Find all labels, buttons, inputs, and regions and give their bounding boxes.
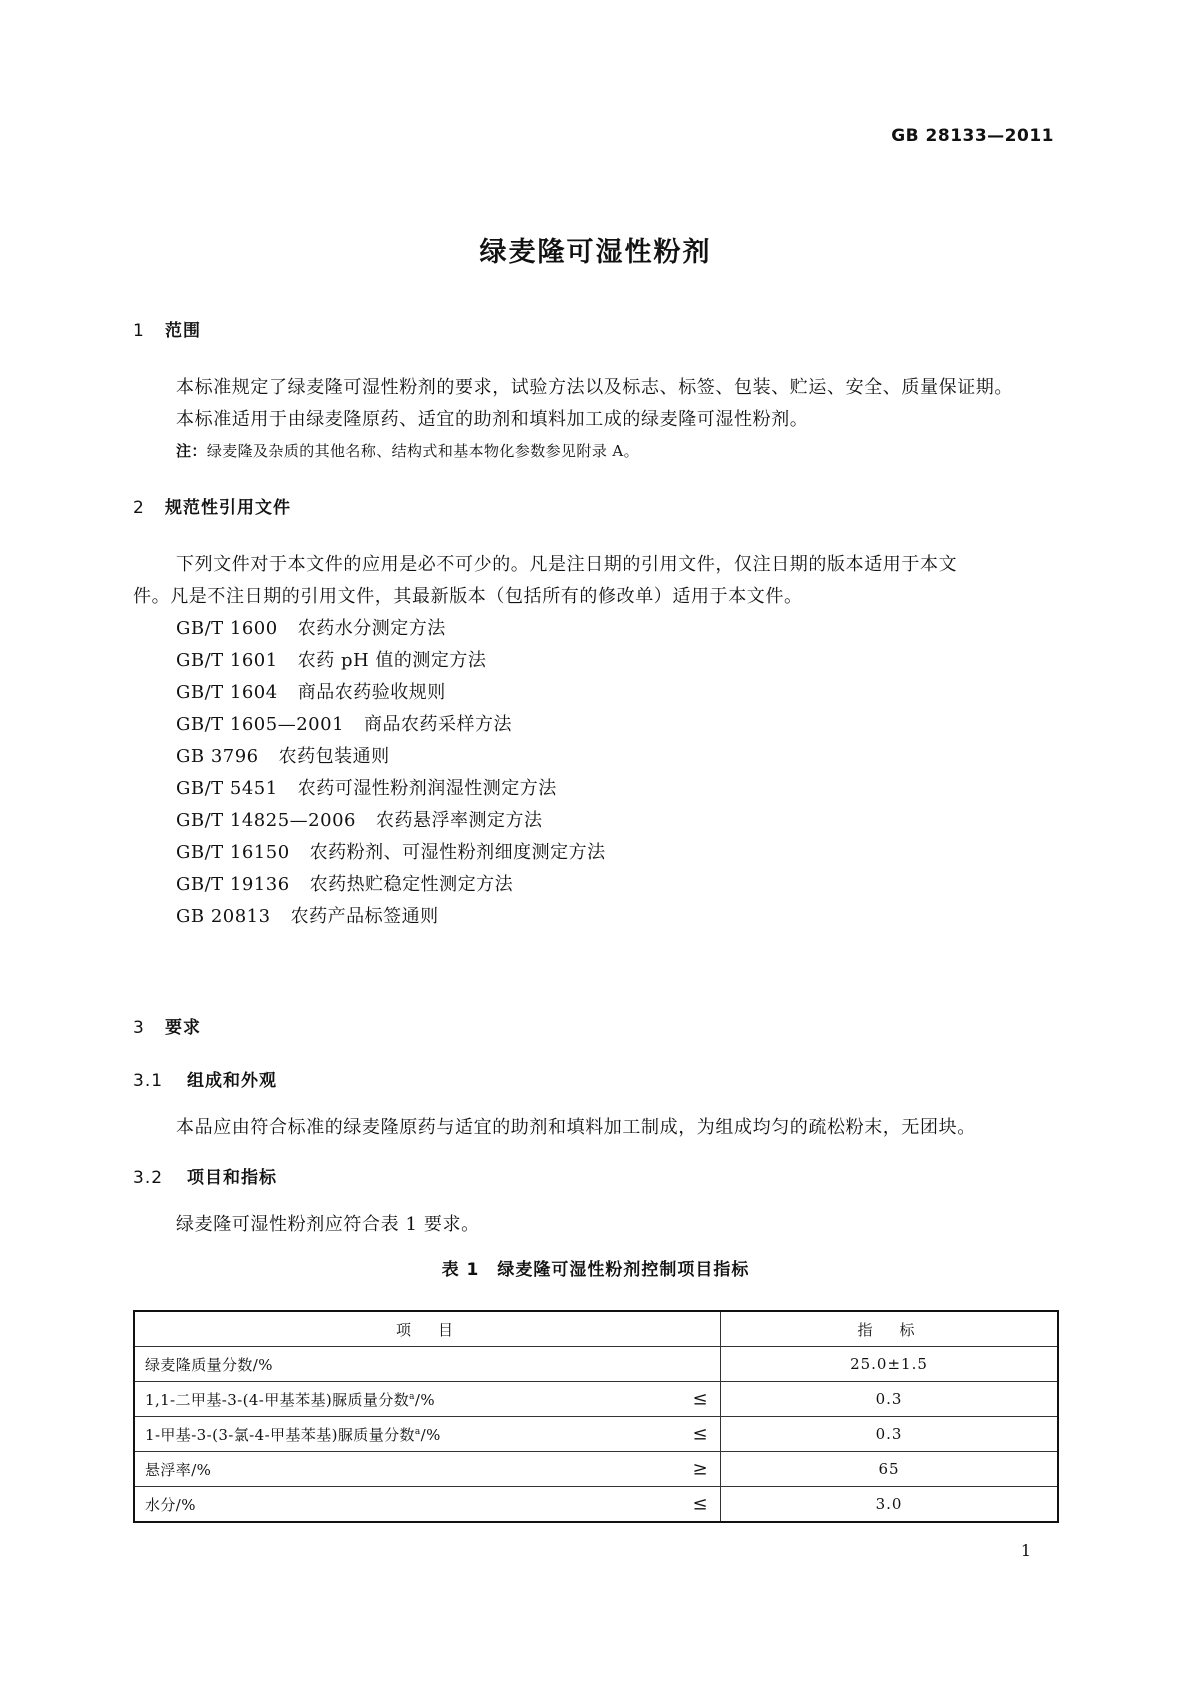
reference-item bbox=[176, 614, 446, 640]
item-cell bbox=[134, 1382, 721, 1417]
reference-code: GB/T 5451 bbox=[176, 778, 278, 799]
reference-item bbox=[176, 678, 446, 704]
subsection-3-2-heading bbox=[133, 1163, 277, 1188]
reference-code: GB 20813 bbox=[176, 906, 271, 927]
item-text: 绿麦隆质量分数/% bbox=[145, 1355, 273, 1374]
comparison-operator: ≤ bbox=[692, 1423, 708, 1445]
table-row bbox=[134, 1347, 1058, 1382]
reference-title: 农药水分测定方法 bbox=[297, 618, 446, 639]
reference-code: GB/T 16150 bbox=[176, 842, 290, 863]
value-cell: 25.0±1.5 bbox=[721, 1347, 1059, 1382]
table-caption: 表 1 绿麦隆可湿性粉剂控制项目指标 bbox=[441, 1260, 750, 1280]
section-title: 规范性引用文件 bbox=[165, 498, 291, 518]
reference-code: GB 3796 bbox=[176, 746, 259, 767]
value-cell: 65 bbox=[721, 1452, 1059, 1487]
reference-title: 农药包装通则 bbox=[278, 746, 390, 767]
item-cell bbox=[134, 1347, 721, 1382]
table-row bbox=[134, 1452, 1058, 1487]
standard-code: GB 28133—2011 bbox=[891, 126, 1054, 146]
comparison-operator: ≤ bbox=[692, 1388, 708, 1410]
table-row bbox=[134, 1487, 1058, 1523]
page-number: 1 bbox=[1020, 1541, 1031, 1560]
section-1-heading bbox=[133, 316, 201, 341]
table-row bbox=[134, 1382, 1058, 1417]
subsection-3-2-paragraph: 绿麦隆可湿性粉剂应符合表 1 要求。 bbox=[176, 1214, 480, 1235]
subsection-3-1-heading bbox=[133, 1066, 277, 1091]
reference-item bbox=[176, 646, 486, 672]
section-2-heading bbox=[133, 493, 291, 518]
reference-title: 商品农药采样方法 bbox=[364, 714, 513, 735]
reference-title: 商品农药验收规则 bbox=[297, 682, 446, 703]
item-cell bbox=[134, 1452, 721, 1487]
column-header-item: 项 目 bbox=[134, 1311, 721, 1347]
reference-item bbox=[176, 806, 542, 832]
reference-code: GB/T 19136 bbox=[176, 874, 290, 895]
reference-item bbox=[176, 774, 557, 800]
section-number: 2 bbox=[133, 498, 145, 518]
item-cell bbox=[134, 1417, 721, 1452]
reference-item bbox=[176, 742, 390, 768]
column-header-value: 指 标 bbox=[721, 1311, 1059, 1347]
reference-title: 农药 pH 值的测定方法 bbox=[297, 650, 487, 671]
reference-code: GB/T 1605—2001 bbox=[176, 714, 345, 735]
reference-item bbox=[176, 710, 512, 736]
section-number: 3 bbox=[133, 1018, 145, 1038]
value-cell: 0.3 bbox=[721, 1382, 1059, 1417]
subsection-3-1-paragraph: 本品应由符合标准的绿麦隆原药与适宜的助剂和填料加工制成，为组成均匀的疏松粉末，无团块。 bbox=[176, 1117, 976, 1138]
document-title: 绿麦隆可湿性粉剂 bbox=[479, 237, 712, 268]
subsection-number: 3.2 bbox=[133, 1168, 164, 1188]
section-number: 1 bbox=[133, 321, 145, 341]
table-header-row bbox=[134, 1311, 1058, 1347]
subsection-number: 3.1 bbox=[133, 1071, 164, 1091]
section-title: 范围 bbox=[165, 321, 201, 341]
footnote-marker: a bbox=[409, 1391, 415, 1402]
item-unit: /% bbox=[414, 1390, 436, 1409]
section-1-paragraph-1: 本标准规定了绿麦隆可湿性粉剂的要求，试验方法以及标志、标签、包装、贮运、安全、质量保证期。 bbox=[176, 377, 1013, 398]
value-cell: 0.3 bbox=[721, 1417, 1059, 1452]
section-title: 要求 bbox=[165, 1018, 201, 1038]
section-1-note bbox=[176, 440, 639, 461]
footnote-marker: a bbox=[414, 1426, 421, 1437]
note-label: 注： bbox=[176, 442, 207, 460]
value-cell: 3.0 bbox=[721, 1487, 1059, 1523]
reference-title: 农药粉剂、可湿性粉剂细度测定方法 bbox=[309, 842, 606, 863]
reference-code: GB/T 1600 bbox=[176, 618, 278, 639]
reference-title: 农药热贮稳定性测定方法 bbox=[309, 874, 514, 895]
reference-title: 农药产品标签通则 bbox=[290, 906, 439, 927]
item-text: 悬浮率/% bbox=[145, 1460, 212, 1479]
table-row bbox=[134, 1417, 1058, 1452]
reference-code: GB/T 1604 bbox=[176, 682, 278, 703]
reference-code: GB/T 1601 bbox=[176, 650, 278, 671]
item-unit: /% bbox=[420, 1425, 441, 1444]
section-2-paragraph-line-1: 下列文件对于本文件的应用是必不可少的。凡是注日期的引用文件，仅注日期的版本适用于本文 bbox=[176, 554, 958, 575]
item-text: 1-甲基-3-(3-氯-4-甲基苯基)脲质量分数 bbox=[145, 1425, 415, 1444]
comparison-operator: ≤ bbox=[692, 1493, 708, 1515]
section-1-paragraph-2: 本标准适用于由绿麦隆原药、适宜的助剂和填料加工成的绿麦隆可湿性粉剂。 bbox=[176, 409, 809, 430]
reference-title: 农药可湿性粉剂润湿性测定方法 bbox=[297, 778, 557, 799]
reference-item bbox=[176, 902, 439, 928]
comparison-operator: ≥ bbox=[692, 1458, 708, 1480]
item-text: 水分/% bbox=[145, 1495, 196, 1514]
item-cell bbox=[134, 1487, 721, 1523]
subsection-title: 组成和外观 bbox=[187, 1071, 277, 1091]
reference-item bbox=[176, 838, 606, 864]
item-text: 1,1-二甲基-3-(4-甲基苯基)脲质量分数 bbox=[145, 1390, 410, 1409]
subsection-title: 项目和指标 bbox=[187, 1168, 277, 1188]
reference-title: 农药悬浮率测定方法 bbox=[375, 810, 543, 831]
section-2-paragraph-line-2: 件。凡是不注日期的引用文件，其最新版本（包括所有的修改单）适用于本文件。 bbox=[133, 586, 803, 607]
section-3-heading bbox=[133, 1013, 201, 1038]
spec-table bbox=[133, 1310, 1059, 1523]
note-text: 绿麦隆及杂质的其他名称、结构式和基本物化参数参见附录 A。 bbox=[206, 442, 640, 460]
reference-item bbox=[176, 870, 513, 896]
reference-code: GB/T 14825—2006 bbox=[176, 810, 356, 831]
